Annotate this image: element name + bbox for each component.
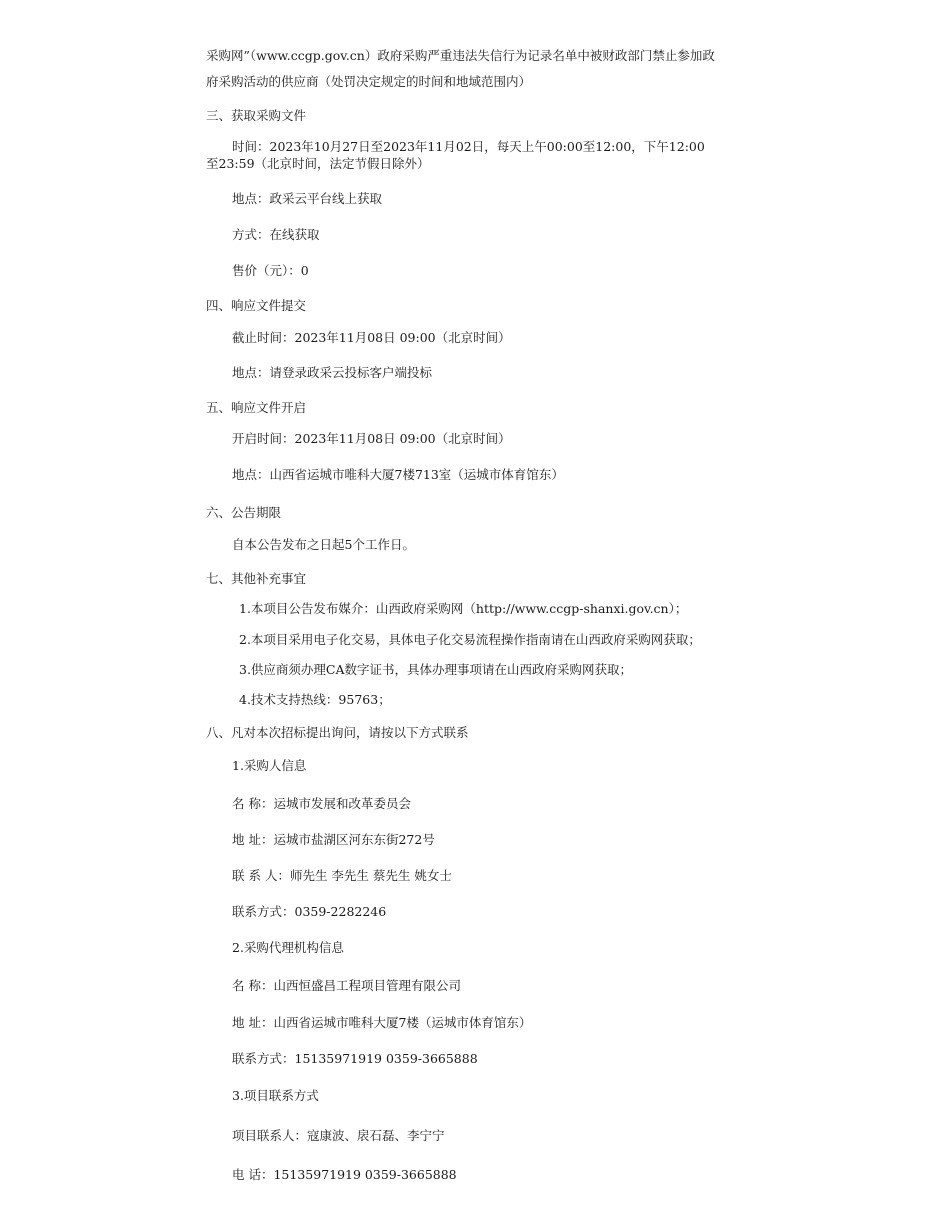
agency-address: 地 址：山西省运城市唯科大厦7楼（运城市体育馆东）	[232, 1015, 532, 1030]
section-4-heading: 四、响应文件提交	[206, 298, 307, 313]
project-title: 3.项目联系方式	[232, 1088, 319, 1103]
purchaser-phone: 联系方式：0359-2282246	[232, 904, 387, 919]
agency-phone: 联系方式：15135971919 0359-3665888	[232, 1051, 478, 1066]
section-7-item-4: 4.技术支持热线：95763；	[239, 692, 391, 707]
section-4-place: 地点：请登录政采云投标客户端投标	[232, 365, 433, 380]
purchaser-title: 1.采购人信息	[232, 758, 307, 773]
section-3-time-line-2: 至23:59（北京时间，法定节假日除外）	[206, 156, 430, 171]
section-6-heading: 六、公告期限	[206, 505, 282, 520]
purchaser-name: 名 称：运城市发展和改革委员会	[232, 796, 411, 811]
section-8-heading: 八、凡对本次招标提出询问，请按以下方式联系	[206, 725, 469, 740]
section-7-heading: 七、其他补充事宜	[206, 571, 307, 586]
purchaser-contact: 联 系 人：师先生 李先生 蔡先生 姚女士	[232, 868, 452, 883]
section-3-time-line-1: 时间：2023年10月27日至2023年11月02日，每天上午00:00至12:00，下午12:00	[232, 139, 705, 154]
purchaser-address: 地 址：运城市盐湖区河东东街272号	[232, 832, 435, 847]
project-phone: 电 话：15135971919 0359-3665888	[232, 1167, 457, 1182]
section-3-method: 方式：在线获取	[232, 227, 320, 242]
project-contact: 项目联系人：寇康波、扆石磊、李宁宁	[232, 1128, 445, 1143]
section-7-item-2: 2.本项目采用电子化交易，具体电子化交易流程操作指南请在山西政府采购网获取；	[239, 632, 701, 647]
section-5-heading: 五、响应文件开启	[206, 400, 307, 415]
section-3-heading: 三、获取采购文件	[206, 108, 307, 123]
section-3-place: 地点：政采云平台线上获取	[232, 191, 383, 206]
section-3-price: 售价（元）：0	[232, 263, 309, 278]
intro-line-1: 采购网”（www.ccgp.gov.cn）政府采购严重违法失信行为记录名单中被财政部门禁止参加政	[206, 48, 715, 63]
agency-name: 名 称：山西恒盛昌工程项目管理有限公司	[232, 978, 461, 993]
section-5-place: 地点：山西省运城市唯科大厦7楼713室（运城市体育馆东）	[232, 467, 564, 482]
section-5-open-time: 开启时间：2023年11月08日 09:00（北京时间）	[232, 431, 511, 446]
section-7-item-3: 3.供应商须办理CA数字证书，具体办理事项请在山西政府采购网获取；	[239, 662, 633, 677]
section-7-item-1: 1.本项目公告发布媒介：山西政府采购网（http://www.ccgp-shanxi.gov.cn）；	[239, 601, 688, 616]
agency-title: 2.采购代理机构信息	[232, 940, 344, 955]
intro-line-2: 府采购活动的供应商（处罚决定规定的时间和地域范围内）	[206, 74, 532, 89]
section-4-deadline: 截止时间：2023年11月08日 09:00（北京时间）	[232, 330, 511, 345]
section-6-text: 自本公告发布之日起5个工作日。	[232, 537, 415, 552]
